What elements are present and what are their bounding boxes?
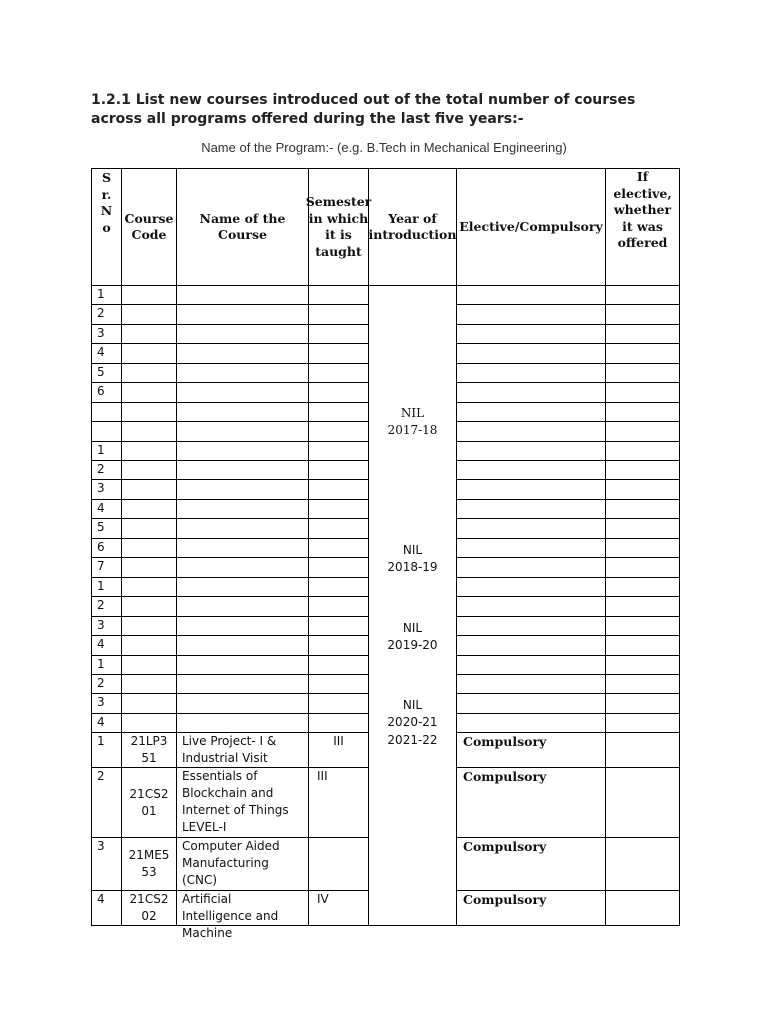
table-row-cell (176, 655, 309, 675)
table-row-cell (308, 285, 369, 305)
table-row-cell (176, 382, 309, 403)
table-row-cell (308, 363, 369, 383)
table-row-cell (176, 343, 309, 364)
table-row-cell (605, 713, 680, 733)
course-sr: 4 (91, 890, 122, 926)
course-if-elective (605, 837, 680, 891)
table-row-cell (605, 421, 680, 442)
year-label: 2017-18 (387, 423, 438, 437)
table-row-cell (456, 402, 606, 422)
table-row-cell (308, 402, 369, 422)
table-row-cell (308, 635, 369, 656)
year-2020-21 (368, 655, 457, 733)
course-code: 21ME553 (121, 837, 177, 891)
table-row-cell (308, 713, 369, 733)
table-row-cell (605, 499, 680, 519)
table-row-cell (176, 479, 309, 500)
table-row-cell (176, 674, 309, 694)
table-row-cell (176, 596, 309, 617)
table-row-cell (605, 635, 680, 656)
table-row-cell (121, 538, 177, 558)
table-row-cell (176, 402, 309, 422)
table-row-sr: 4 (91, 635, 122, 656)
year-2017-18 (368, 285, 457, 442)
table-row-cell (121, 635, 177, 656)
course-name: Artificial Intelligence and Machine (176, 890, 309, 926)
table-row-cell (308, 577, 369, 597)
table-row-sr: 3 (91, 693, 122, 714)
year-status: NIL (402, 543, 423, 557)
table-row-cell (176, 441, 309, 461)
year-2019-20 (368, 577, 457, 656)
table-row-cell (121, 460, 177, 480)
table-row-cell (121, 324, 177, 344)
table-row-cell (308, 499, 369, 519)
table-row-cell (176, 324, 309, 344)
table-row-sr: 3 (91, 324, 122, 344)
table-row-sr: 1 (91, 577, 122, 597)
table-row-cell (605, 285, 680, 305)
courses-table (91, 168, 679, 940)
table-row-cell (456, 557, 606, 578)
table-row-cell (176, 499, 309, 519)
course-if-elective (605, 890, 680, 926)
table-row-cell (176, 304, 309, 325)
header-sr-no-label: Sr. No (100, 170, 113, 235)
course-code: 21LP351 (121, 732, 177, 768)
table-row-sr: 6 (91, 538, 122, 558)
year-status: NIL (402, 698, 423, 712)
table-row-cell (121, 713, 177, 733)
table-row-cell (308, 693, 369, 714)
table-row-cell (308, 382, 369, 403)
table-row-cell (121, 655, 177, 675)
table-row-cell (456, 382, 606, 403)
table-row-cell (121, 304, 177, 325)
table-row-cell (308, 655, 369, 675)
table-row-cell (605, 402, 680, 422)
course-semester: III (308, 767, 369, 838)
table-row-cell (605, 557, 680, 578)
table-row-cell (176, 635, 309, 656)
table-row-sr: 1 (91, 285, 122, 305)
table-row-cell (121, 479, 177, 500)
table-row-cell (456, 441, 606, 461)
table-row-cell (456, 538, 606, 558)
table-row-cell (456, 421, 606, 442)
year-2018-19 (368, 441, 457, 578)
table-row-cell (121, 441, 177, 461)
course-type: Compulsory (456, 890, 606, 926)
table-row-cell (121, 402, 177, 422)
table-row-cell (456, 713, 606, 733)
header-course-code: Course Code (121, 168, 177, 286)
table-row-cell (456, 499, 606, 519)
table-row-sr: 4 (91, 343, 122, 364)
table-row-sr: 6 (91, 382, 122, 403)
table-row-cell (121, 693, 177, 714)
table-row-cell (308, 674, 369, 694)
table-row-sr: 4 (91, 499, 122, 519)
year-status: NIL (402, 621, 423, 635)
table-row-cell (605, 693, 680, 714)
table-row-sr: 1 (91, 441, 122, 461)
header-year: Year of introduction (368, 168, 457, 286)
header-course-name: Name of the Course (176, 168, 309, 286)
table-row-cell (456, 693, 606, 714)
table-row-cell (605, 343, 680, 364)
table-row-cell (605, 324, 680, 344)
table-row-cell (308, 557, 369, 578)
table-row-cell (308, 538, 369, 558)
table-row-cell (456, 596, 606, 617)
table-row-sr (91, 421, 122, 442)
table-row-cell (176, 285, 309, 305)
table-row-cell (456, 479, 606, 500)
table-row-cell (605, 382, 680, 403)
table-row-sr: 7 (91, 557, 122, 578)
table-row-sr: 2 (91, 674, 122, 694)
table-row-cell (605, 538, 680, 558)
table-row-cell (456, 324, 606, 344)
table-row-cell (121, 363, 177, 383)
table-row-cell (121, 421, 177, 442)
table-row-sr: 4 (91, 713, 122, 733)
table-row-cell (605, 304, 680, 325)
table-row-cell (456, 343, 606, 364)
table-row-cell (456, 518, 606, 539)
table-row-cell (456, 616, 606, 636)
table-row-cell (605, 363, 680, 383)
table-row-cell (605, 441, 680, 461)
table-row-sr: 2 (91, 304, 122, 325)
course-code: 21CS201 (121, 767, 177, 838)
header-semester: Semester in which it is taught (308, 168, 369, 286)
table-row-cell (456, 635, 606, 656)
table-row-cell (605, 577, 680, 597)
table-row-cell (308, 616, 369, 636)
table-row-cell (605, 596, 680, 617)
table-row-cell (121, 382, 177, 403)
table-row-cell (176, 713, 309, 733)
table-row-cell (605, 674, 680, 694)
table-row-cell (456, 674, 606, 694)
header-sr-no (91, 168, 122, 286)
table-row-sr: 1 (91, 655, 122, 675)
header-if-elective: If elective, whether it was offered (605, 168, 680, 286)
program-name-line: Name of the Program:- (e.g. B.Tech in Mechanical Engineering) (201, 140, 567, 155)
course-name: Computer Aided Manufacturing (CNC) (176, 837, 309, 891)
course-sr: 3 (91, 837, 122, 891)
table-row-sr: 2 (91, 596, 122, 617)
table-row-cell (605, 460, 680, 480)
table-row-cell (176, 557, 309, 578)
table-row-cell (121, 557, 177, 578)
year-2021-22 (368, 732, 457, 926)
table-row-sr: 3 (91, 479, 122, 500)
table-row-cell (308, 460, 369, 480)
table-row-cell (308, 441, 369, 461)
table-row-cell (121, 518, 177, 539)
course-semester (308, 837, 369, 891)
table-row-sr: 3 (91, 616, 122, 636)
table-row-cell (456, 460, 606, 480)
course-type: Compulsory (456, 837, 606, 891)
table-row-cell (308, 421, 369, 442)
table-row-cell (605, 655, 680, 675)
table-row-cell (308, 596, 369, 617)
table-row-cell (308, 304, 369, 325)
table-row-cell (456, 655, 606, 675)
header-elective-compulsory: Elective/Compulsory (456, 168, 606, 286)
course-name: Live Project- I & Industrial Visit (176, 732, 309, 768)
course-sr: 1 (91, 732, 122, 768)
year-label: 2020-21 (387, 715, 438, 729)
table-row-cell (121, 499, 177, 519)
course-semester: IV (308, 890, 369, 926)
table-row-cell (605, 616, 680, 636)
course-name: Essentials of Blockchain and Internet of Things LEVEL-I (176, 767, 309, 838)
table-row-cell (121, 285, 177, 305)
table-row-cell (176, 693, 309, 714)
table-row-cell (176, 363, 309, 383)
course-if-elective (605, 732, 680, 768)
course-if-elective (605, 767, 680, 838)
course-code: 21CS202 (121, 890, 177, 926)
table-row-cell (121, 674, 177, 694)
table-row-cell (456, 363, 606, 383)
table-row-cell (176, 577, 309, 597)
table-row-cell (605, 479, 680, 500)
course-semester: III (308, 732, 369, 768)
table-row-cell (308, 518, 369, 539)
table-row-cell (456, 304, 606, 325)
course-type: Compulsory (456, 732, 606, 768)
table-row-cell (176, 460, 309, 480)
table-row-cell (308, 324, 369, 344)
table-row-cell (456, 285, 606, 305)
year-label: 2021-22 (387, 733, 438, 747)
table-row-cell (605, 518, 680, 539)
table-row-cell (121, 596, 177, 617)
table-row-cell (308, 343, 369, 364)
table-row-cell (176, 518, 309, 539)
table-row-cell (456, 577, 606, 597)
table-row-cell (176, 616, 309, 636)
year-label: 2018-19 (387, 560, 438, 574)
table-row-sr: 5 (91, 518, 122, 539)
table-row-cell (121, 577, 177, 597)
table-row-cell (176, 538, 309, 558)
table-row-sr (91, 402, 122, 422)
table-row-cell (121, 343, 177, 364)
course-type: Compulsory (456, 767, 606, 838)
table-row-sr: 2 (91, 460, 122, 480)
year-status: NIL (400, 406, 425, 420)
table-row-cell (176, 421, 309, 442)
year-label: 2019-20 (387, 638, 438, 652)
course-sr: 2 (91, 767, 122, 838)
section-heading: 1.2.1 List new courses introduced out of the total number of courses across all programs offered during the last five years:- (91, 92, 636, 127)
table-row-cell (121, 616, 177, 636)
table-row-sr: 5 (91, 363, 122, 383)
table-row-cell (308, 479, 369, 500)
